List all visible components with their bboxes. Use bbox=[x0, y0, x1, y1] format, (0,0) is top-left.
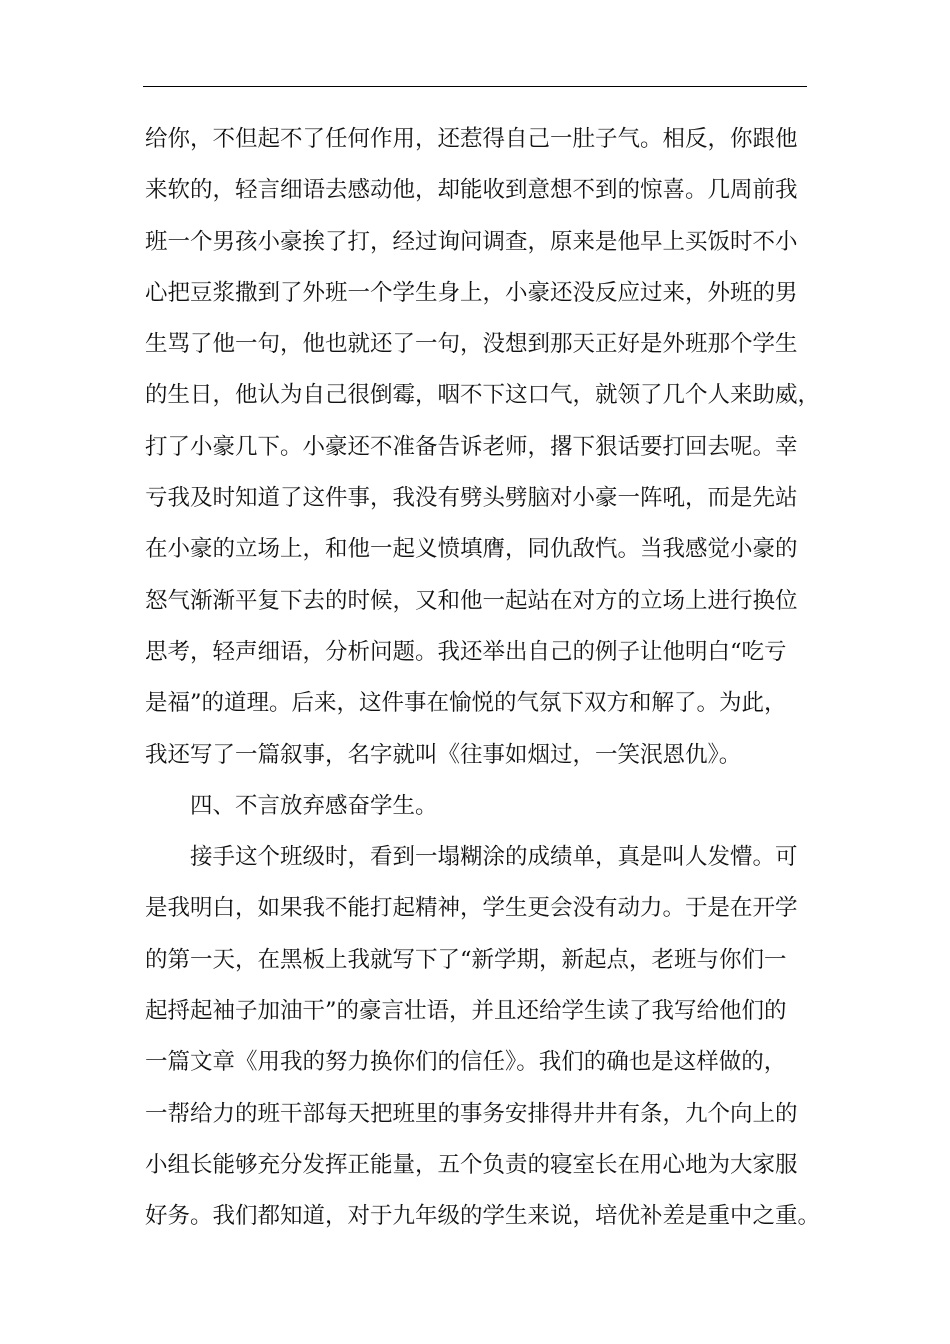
text-line: 是我明白，如果我不能打起精神，学生更会没有动力。于是在开学 bbox=[145, 895, 798, 922]
text-line: 的生日，他认为自己很倒霉，咽不下这口气，就领了几个人来助威， bbox=[145, 382, 821, 409]
text-line: 打了小豪几下。小豪还不准备告诉老师，撂下狠话要打回去呢。幸 bbox=[145, 433, 798, 460]
text-line: 接手这个班级时，看到一塌糊涂的成绩单，真是叫人发懵。可 bbox=[190, 844, 798, 871]
text-line: 在小豪的立场上，和他一起义愤填膺，同仇敌忾。当我感觉小豪的 bbox=[145, 536, 798, 563]
text-line: 亏我及时知道了这件事，我没有劈头劈脑对小豪一阵吼，而是先站 bbox=[145, 485, 798, 512]
text-line: 生骂了他一句，他也就还了一句，没想到那天正好是外班那个学生 bbox=[145, 331, 798, 358]
text-line: 起捋起袖子加油干”的豪言壮语，并且还给学生读了我写给他们的 bbox=[145, 998, 787, 1025]
text-line: 我还写了一篇叙事，名字就叫《往事如烟过，一笑泯恩仇》。 bbox=[145, 741, 742, 768]
section-heading: 四、不言放弃感奋学生。 bbox=[190, 792, 438, 819]
text-line: 小组长能够充分发挥正能量，五个负责的寝室长在用心地为大家服 bbox=[145, 1151, 798, 1178]
text-line: 一帮给力的班干部每天把班里的事务安排得井井有条，九个向上的 bbox=[145, 1100, 798, 1127]
header-rule bbox=[143, 86, 807, 87]
text-line: 一篇文章《用我的努力换你们的信任》。我们的确也是这样做的， bbox=[145, 1049, 787, 1076]
body-text bbox=[145, 114, 825, 1243]
text-line: 给你，不但起不了任何作用，还惹得自己一肚子气。相反，你跟他 bbox=[145, 126, 798, 152]
text-line: 思考，轻声细语，分析问题。我还举出自己的例子让他明白“吃亏 bbox=[145, 638, 787, 665]
text-line: 心把豆浆撒到了外班一个学生身上，小豪还没反应过来，外班的男 bbox=[145, 279, 798, 306]
text-line: 是福”的道理。后来，这件事在愉悦的气氛下双方和解了。为此， bbox=[145, 690, 787, 717]
text-line: 来软的，轻言细语去感动他，却能收到意想不到的惊喜。几周前我 bbox=[145, 177, 798, 204]
text-line: 的第一天，在黑板上我就写下了“新学期，新起点，老班与你们一 bbox=[145, 946, 787, 973]
text-line: 班一个男孩小豪挨了打，经过询问调查，原来是他早上买饭时不小 bbox=[145, 228, 798, 255]
text-line: 怒气渐渐平复下去的时候，又和他一起站在对方的立场上进行换位 bbox=[145, 587, 798, 614]
text-line: 好务。我们都知道，对于九年级的学生来说，培优补差是重中之重。 bbox=[145, 1203, 821, 1230]
